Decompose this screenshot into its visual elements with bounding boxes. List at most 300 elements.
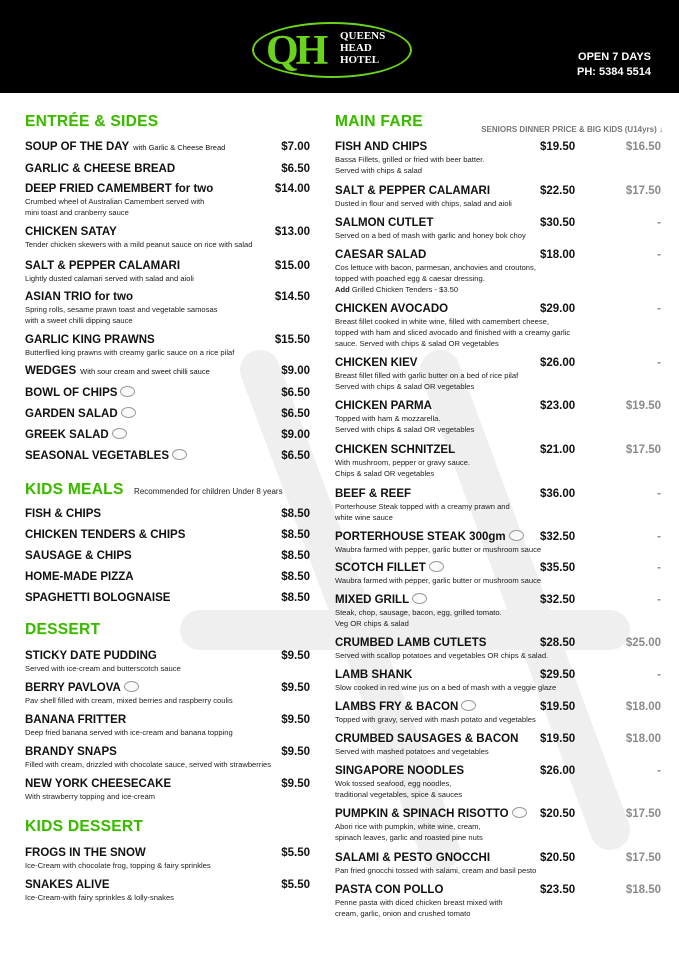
logo-word-hotel: HOTEL — [340, 54, 380, 66]
menu-item-row — [335, 593, 663, 607]
menu-item-chicken-tenders-and-chips — [25, 528, 310, 542]
menu-item-row — [335, 248, 663, 262]
item-name-text: CHICKEN SCHNITZEL — [335, 444, 456, 456]
item-description: Veg OR chips & salad — [335, 619, 409, 628]
item-description: Breast fillet cooked in white wine, filled with camembert cheese, — [335, 317, 549, 326]
menu-item-chicken-parma — [335, 399, 663, 435]
item-name — [335, 561, 444, 575]
menu-item-row — [25, 259, 310, 273]
gluten-free-badge-icon — [124, 681, 139, 692]
item-name-text: DEEP FRIED CAMEMBERT for two — [25, 183, 214, 195]
item-name-text: SOUP OF THE DAY — [25, 141, 130, 153]
item-name-text: SAUSAGE & CHIPS — [25, 550, 132, 562]
menu-item-lamb-shank — [335, 668, 663, 693]
item-name-text: SALMON CUTLET — [335, 217, 434, 229]
item-description: Served with scallop potatoes and vegetables OR chips & salad. — [335, 651, 549, 660]
gluten-free-badge-icon — [172, 449, 187, 460]
item-name-text: FISH & CHIPS — [25, 508, 102, 520]
item-price: $23.00 — [540, 400, 576, 412]
menu-item-brandy-snaps — [25, 745, 310, 770]
menu-item-snakes-alive — [25, 878, 310, 903]
menu-item-row — [335, 184, 663, 198]
item-name — [25, 549, 132, 563]
section-title-kids-dessert: KIDS DESSERT — [25, 818, 144, 835]
item-name — [335, 636, 486, 650]
menu-item-chicken-avocado — [335, 302, 663, 349]
gluten-free-badge-icon — [121, 407, 136, 418]
item-price: $26.00 — [540, 357, 576, 369]
menu-item-banana-fritter — [25, 713, 310, 738]
menu-item-garlic-and-cheese-bread — [25, 162, 310, 176]
menu-item-row — [25, 528, 310, 542]
menu-item-row — [335, 216, 663, 230]
item-description: Ice-Cream-with fairy sprinkles & lolly-snakes — [25, 893, 174, 902]
menu-item-row — [335, 356, 663, 370]
item-name-text: WEDGES — [25, 365, 77, 377]
item-description: Topped with ham & mozzarella. — [335, 414, 441, 423]
item-description: Crumbed wheel of Australian Camembert served with — [25, 197, 205, 206]
item-price: $14.50 — [274, 291, 310, 303]
item-name-text: BOWL OF CHIPS — [25, 387, 118, 399]
item-name — [335, 593, 427, 607]
section-title-dessert: DESSERT — [25, 621, 101, 638]
gluten-free-badge-icon — [461, 700, 476, 711]
item-description: cream, garlic, onion and crushed tomato — [335, 909, 471, 918]
menu-item-crumbed-lamb-cutlets — [335, 636, 663, 661]
menu-item-new-york-cheesecake — [25, 777, 310, 802]
menu-item-row — [25, 182, 310, 196]
item-price: $5.50 — [281, 879, 310, 891]
menu-item-row — [25, 507, 310, 521]
menu-item-berry-pavlova — [25, 681, 310, 706]
item-description: Steak, chop, sausage, bacon, egg, grilled tomato. — [335, 608, 502, 617]
kids-meals-note: Recommended for children Under 8 years — [134, 487, 283, 496]
item-description: Served with chips & salad OR vegetables — [335, 425, 475, 434]
menu-item-singapore-noodles — [335, 764, 663, 800]
item-name — [25, 681, 139, 695]
item-name-text: PASTA CON POLLO — [335, 884, 444, 896]
item-price: $20.50 — [540, 808, 576, 820]
menu-item-salt-and-pepper-calamari — [25, 259, 310, 284]
item-name-text: CHICKEN AVOCADO — [335, 303, 449, 315]
menu-item-pumpkin-and-spinach-risotto — [335, 807, 663, 843]
menu-item-row — [25, 649, 310, 663]
item-price: $9.50 — [281, 714, 310, 726]
item-name-text: BERRY PAVLOVA — [25, 682, 121, 694]
item-price: $20.50 — [540, 852, 576, 864]
item-name — [25, 386, 135, 400]
item-name — [25, 507, 101, 521]
item-description: with a sweet chilli dipping sauce — [25, 316, 133, 325]
menu-item-chicken-kiev — [335, 356, 663, 392]
menu-item-fish-and-chips — [25, 507, 310, 521]
item-name — [25, 777, 171, 791]
item-seniors-price: - — [657, 217, 661, 229]
item-name-text: CAESAR SALAD — [335, 249, 427, 261]
item-seniors-price: $18.00 — [625, 701, 661, 713]
menu-item-fish-and-chips — [335, 140, 663, 176]
item-name — [335, 140, 427, 154]
menu-item-row — [25, 846, 310, 860]
item-price: $9.50 — [281, 682, 310, 694]
contact-info — [577, 50, 651, 80]
item-name — [25, 528, 185, 542]
item-price: $32.50 — [540, 531, 576, 543]
item-description: traditional vegetables, spice & sauces — [335, 790, 463, 799]
menu-item-soup-of-the-day — [25, 140, 310, 154]
item-name — [25, 449, 187, 463]
item-name-text: GARLIC KING PRAWNS — [25, 334, 155, 346]
menu-item-row — [25, 162, 310, 176]
item-inline-note: With sour cream and sweet chilli sauce — [80, 367, 210, 376]
item-name-text: CRUMBED LAMB CUTLETS — [335, 637, 487, 649]
item-name-text: ASIAN TRIO for two — [25, 291, 133, 303]
menu-item-row — [335, 443, 663, 457]
item-name-text: SALAMI & PESTO GNOCCHI — [335, 852, 491, 864]
menu-item-sausage-and-chips — [25, 549, 310, 563]
item-name — [25, 591, 170, 605]
menu-item-row — [25, 140, 310, 154]
item-description: Waubra farmed with pepper, garlic butter or mushroom sauce — [335, 545, 542, 554]
menu-item-row — [335, 700, 663, 714]
item-price: $8.50 — [281, 508, 310, 520]
gluten-free-badge-icon — [512, 807, 527, 818]
menu-item-row — [335, 530, 663, 544]
item-description: Spring rolls, sesame prawn toast and vegetable samosas — [25, 305, 218, 314]
item-name-text: SINGAPORE NOODLES — [335, 765, 465, 777]
menu-item-salami-and-pesto-gnocchi — [335, 851, 663, 876]
item-seniors-price: - — [657, 765, 661, 777]
item-name — [25, 259, 180, 273]
item-seniors-price: - — [657, 488, 661, 500]
menu-item-salmon-cutlet — [335, 216, 663, 241]
item-name — [25, 182, 213, 196]
item-name — [25, 333, 155, 347]
item-description: Slow cooked in red wine jus on a bed of mash with a veggie glaze — [335, 683, 557, 692]
item-seniors-price: - — [657, 303, 661, 315]
menu-item-row — [335, 807, 663, 821]
item-description: With strawberry topping and ice-cream — [25, 792, 155, 801]
item-price: $29.00 — [540, 303, 576, 315]
item-name — [335, 184, 490, 198]
item-description: spinach leaves, garlic and roasted pine nuts — [335, 833, 483, 842]
item-description: Pan fried gnocchi tossed with salami, cream and basil pesto — [335, 866, 537, 875]
item-description: Lightly dusted calamari served with salad and aioli — [25, 274, 194, 283]
menu-item-garlic-king-prawns — [25, 333, 310, 358]
item-name-text: NEW YORK CHEESECAKE — [25, 778, 172, 790]
item-seniors-price: $18.00 — [625, 733, 661, 745]
menu-item-wedges — [25, 364, 310, 378]
opening-hours: OPEN 7 DAYS — [578, 51, 651, 63]
item-price: $9.50 — [281, 778, 310, 790]
item-description: Filled with cream, drizzled with chocolate sauce, served with strawberries — [25, 760, 272, 769]
addon-text: Grilled Chicken Tenders - $3.50 — [349, 285, 459, 294]
item-price: $9.50 — [281, 650, 310, 662]
item-seniors-price: $16.50 — [625, 141, 661, 153]
item-price: $18.00 — [540, 249, 576, 261]
item-name — [335, 668, 412, 682]
item-seniors-price: - — [657, 357, 661, 369]
item-price: $19.50 — [540, 733, 576, 745]
item-name-text: GREEK SALAD — [25, 429, 109, 441]
phone-number: PH: 5384 5514 — [577, 66, 651, 78]
item-description: Abori rice with pumpkin, white wine, cream, — [335, 822, 481, 831]
item-name-text: SEASONAL VEGETABLES — [25, 450, 169, 462]
item-name — [25, 225, 117, 239]
menu-item-row — [25, 364, 310, 378]
item-name-text: BRANDY SNAPS — [25, 746, 117, 758]
item-name-text: SPAGHETTI BOLOGNAISE — [25, 592, 171, 604]
item-name-text: GARLIC & CHEESE BREAD — [25, 163, 176, 175]
section-title-kids-meals: KIDS MEALS — [25, 481, 124, 498]
item-price: $6.50 — [281, 387, 310, 399]
item-name — [25, 745, 117, 759]
menu-item-row — [335, 883, 663, 897]
seniors-price-header: SENIORS DINNER PRICE & BIG KIDS (U14yrs) ↓ — [481, 125, 663, 134]
item-price: $7.00 — [281, 141, 310, 153]
menu-item-row — [335, 851, 663, 865]
item-price: $23.50 — [540, 884, 576, 896]
item-name — [25, 878, 110, 892]
item-seniors-price: $25.00 — [625, 637, 661, 649]
item-price: $9.00 — [281, 365, 310, 377]
item-name-text: CHICKEN PARMA — [335, 400, 432, 412]
item-seniors-price: $17.50 — [625, 185, 661, 197]
item-price: $14.00 — [274, 183, 310, 195]
item-name-text: LAMBS FRY & BACON — [335, 701, 459, 713]
menu-item-row — [25, 777, 310, 791]
menu-item-row — [25, 333, 310, 347]
menu-item-chicken-schnitzel — [335, 443, 663, 479]
menu-item-pasta-con-pollo — [335, 883, 663, 919]
menu-item-home-made-pizza — [25, 570, 310, 584]
item-description: Ice-Cream with chocolate frog, topping & fairy sprinkles — [25, 861, 211, 870]
item-description: Breast fillet filled with garlic butter on a bed of rice pilaf — [335, 371, 519, 380]
item-name-text: CHICKEN KIEV — [335, 357, 418, 369]
menu-item-row — [25, 428, 310, 442]
menu-item-crumbed-sausages-and-bacon — [335, 732, 663, 757]
item-inline-note: with Garlic & Cheese Bread — [133, 143, 226, 152]
menu-item-row — [25, 549, 310, 563]
item-description: Wok tossed seafood, egg noodles, — [335, 779, 452, 788]
header-bar — [0, 0, 679, 93]
item-name — [25, 846, 146, 860]
item-price: $8.50 — [281, 550, 310, 562]
item-name — [335, 764, 464, 778]
menu-item-row — [25, 407, 310, 421]
item-name-text: GARDEN SALAD — [25, 408, 118, 420]
item-price: $8.50 — [281, 571, 310, 583]
item-name — [335, 443, 455, 457]
item-seniors-price: - — [657, 562, 661, 574]
menu-item-salt-and-pepper-calamari — [335, 184, 663, 209]
menu-item-chicken-satay — [25, 225, 310, 250]
item-description: mini toast and cranberry sauce — [25, 208, 129, 217]
menu-item-row — [335, 732, 663, 746]
item-price: $8.50 — [281, 529, 310, 541]
item-price: $36.00 — [540, 488, 576, 500]
item-description: Tender chicken skewers with a mild peanut sauce on rice with salad — [25, 240, 253, 249]
item-description: Served with ice-cream and butterscotch sauce — [25, 664, 181, 673]
item-name — [335, 216, 433, 230]
menu-item-row — [335, 668, 663, 682]
item-seniors-price: $19.50 — [625, 400, 661, 412]
item-name — [25, 570, 134, 584]
item-seniors-price: $17.50 — [625, 852, 661, 864]
logo-word-queens: QUEENS — [340, 30, 386, 42]
menu-item-garden-salad — [25, 407, 310, 421]
item-name-text: STICKY DATE PUDDING — [25, 650, 157, 662]
gluten-free-badge-icon — [509, 530, 524, 541]
item-name-text: SALT & PEPPER CALAMARI — [335, 185, 491, 197]
item-name-text: CHICKEN TENDERS & CHIPS — [25, 529, 186, 541]
menu-item-greek-salad — [25, 428, 310, 442]
menu-item-seasonal-vegetables — [25, 449, 310, 463]
item-price: $5.50 — [281, 847, 310, 859]
item-price: $19.50 — [540, 701, 576, 713]
item-name — [335, 530, 524, 544]
item-seniors-price: $17.50 — [625, 808, 661, 820]
item-price: $28.50 — [540, 637, 576, 649]
hotel-logo — [252, 22, 412, 78]
item-seniors-price: - — [657, 249, 661, 261]
menu-item-spaghetti-bolognaise — [25, 591, 310, 605]
item-seniors-price: $18.50 — [625, 884, 661, 896]
section-main-fare — [335, 113, 663, 134]
menu-item-row — [335, 487, 663, 501]
item-description: Served with chips & salad — [335, 166, 422, 175]
gluten-free-badge-icon — [412, 593, 427, 604]
menu-item-row — [335, 561, 663, 575]
item-name-text: SALT & PEPPER CALAMARI — [25, 260, 181, 272]
item-name-text: FISH AND CHIPS — [335, 141, 428, 153]
item-description: Bassa Fillets, grilled or fried with beer batter. — [335, 155, 485, 164]
logo-mark: QH — [266, 28, 326, 74]
item-price: $32.50 — [540, 594, 576, 606]
item-name — [335, 487, 411, 501]
menu-item-deep-fried-camembert-for-two — [25, 182, 310, 218]
item-price: $13.00 — [274, 226, 310, 238]
section-entree — [25, 113, 310, 131]
item-name-text: CHICKEN SATAY — [25, 226, 117, 238]
item-price: $15.50 — [274, 334, 310, 346]
item-name-text: LAMB SHANK — [335, 669, 413, 681]
item-seniors-price: $17.50 — [625, 444, 661, 456]
item-name — [25, 162, 175, 176]
gluten-free-badge-icon — [120, 386, 135, 397]
section-kids-dessert — [25, 818, 310, 836]
menu-item-porterhouse-steak-300gm — [335, 530, 663, 555]
menu-item-mixed-grill — [335, 593, 663, 629]
item-description: topped with poached egg & caesar dressing. — [335, 274, 485, 283]
item-price: $6.50 — [281, 163, 310, 175]
item-description: white wine sauce — [335, 513, 393, 522]
item-name — [335, 248, 426, 262]
item-description: Butterflied king prawns with creamy garlic sauce on a rice pilaf — [25, 348, 235, 357]
menu-item-row — [335, 399, 663, 413]
item-description: topped with ham and sliced avocado and finished with a creamy garlic — [335, 328, 571, 337]
item-price: $35.50 — [540, 562, 576, 574]
item-name-text: FROGS IN THE SNOW — [25, 847, 146, 859]
item-description: Topped with gravy, served with mash potato and vegetables — [335, 715, 536, 724]
item-name — [25, 649, 157, 663]
item-description: sauce. Served with chips & salad OR vegetables — [335, 339, 499, 348]
item-name — [25, 140, 225, 155]
item-seniors-price: - — [657, 531, 661, 543]
item-price: $9.50 — [281, 746, 310, 758]
item-price: $22.50 — [540, 185, 576, 197]
item-name — [335, 700, 476, 714]
menu-item-row — [335, 764, 663, 778]
logo-words — [340, 30, 385, 66]
item-description: Waubra farmed with pepper, garlic butter or mushroom sauce — [335, 576, 542, 585]
item-price: $9.00 — [281, 429, 310, 441]
item-name-text: PORTERHOUSE STEAK 300gm — [335, 531, 506, 543]
item-price: $30.50 — [540, 217, 576, 229]
item-name-text: BEEF & REEF — [335, 488, 412, 500]
item-name — [335, 883, 443, 897]
section-dessert — [25, 621, 310, 639]
menu-item-beef-and-reef — [335, 487, 663, 523]
item-name — [25, 407, 136, 421]
item-seniors-price: - — [657, 594, 661, 606]
menu-item-asian-trio-for-two — [25, 290, 310, 326]
item-seniors-price: - — [657, 669, 661, 681]
item-price: $19.50 — [540, 141, 576, 153]
logo-word-head: HEAD — [340, 42, 372, 54]
item-name — [335, 399, 432, 413]
item-description: Penne pasta with diced chicken breast mixed with — [335, 898, 503, 907]
item-name — [335, 851, 490, 865]
item-price: $21.00 — [540, 444, 576, 456]
menu-item-lambs-fry-and-bacon — [335, 700, 663, 725]
item-description: Pav shell filled with cream, mixed berries and raspberry coulis — [25, 696, 233, 705]
item-name-text: MIXED GRILL — [335, 594, 410, 606]
item-description: Deep fried banana served with ice-cream and banana topping — [25, 728, 233, 737]
item-name — [335, 807, 527, 821]
menu-item-row — [25, 225, 310, 239]
menu-item-row — [25, 878, 310, 892]
item-name-text: HOME-MADE PIZZA — [25, 571, 134, 583]
item-description: Cos lettuce with bacon, parmesan, anchovies and croutons, — [335, 263, 536, 272]
item-addon — [335, 285, 663, 295]
section-title-main-fare: MAIN FARE — [335, 113, 423, 130]
menu-item-row — [25, 386, 310, 400]
menu-item-scotch-fillet — [335, 561, 663, 586]
item-price: $8.50 — [281, 592, 310, 604]
item-name-text: SNAKES ALIVE — [25, 879, 110, 891]
section-title-entree: ENTRÉE & SIDES — [25, 113, 159, 130]
item-name — [25, 290, 133, 304]
item-price: $26.00 — [540, 765, 576, 777]
item-description: Chips & salad OR vegetables — [335, 469, 435, 478]
menu-item-bowl-of-chips — [25, 386, 310, 400]
menu-item-row — [25, 570, 310, 584]
section-kids-meals — [25, 481, 310, 499]
menu-item-sticky-date-pudding — [25, 649, 310, 674]
item-name-text: BANANA FRITTER — [25, 714, 127, 726]
item-name — [335, 302, 448, 316]
menu-item-row — [25, 591, 310, 605]
menu-item-frogs-in-the-snow — [25, 846, 310, 871]
menu-item-row — [335, 302, 663, 316]
item-price: $6.50 — [281, 450, 310, 462]
item-description: Served with mashed potatoes and vegetables — [335, 747, 489, 756]
item-name — [335, 732, 518, 746]
menu-item-row — [25, 713, 310, 727]
addon-label: Add — [335, 285, 350, 294]
item-name — [25, 428, 127, 442]
